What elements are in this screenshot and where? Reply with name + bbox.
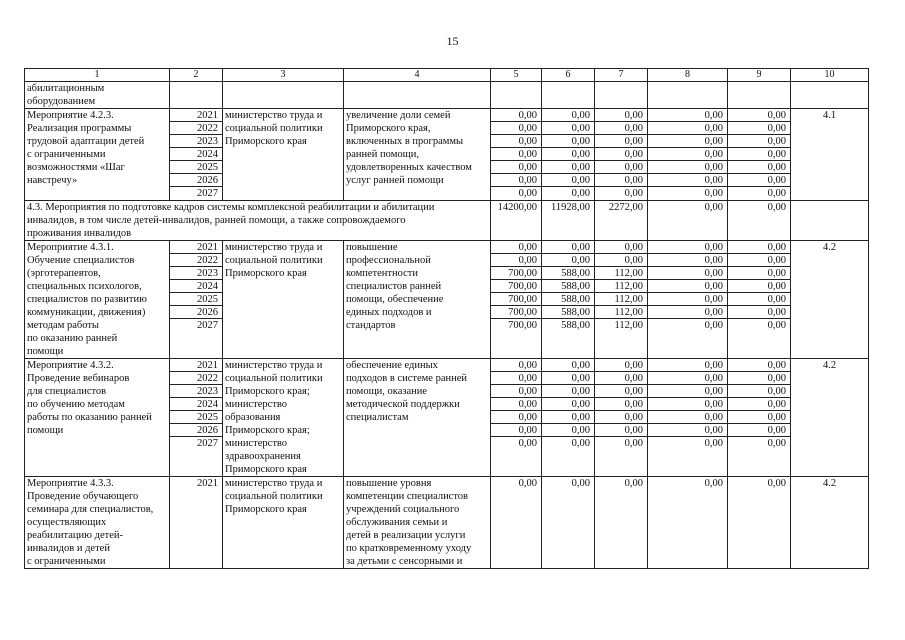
amount-value: 0,00 [704, 188, 723, 199]
activity-name-cell [25, 82, 170, 109]
empty-cell [170, 82, 223, 109]
year-value: 2025 [170, 293, 222, 306]
amount-value: 0,00 [491, 398, 541, 411]
amount-value: 0,00 [648, 372, 727, 385]
amount-value: 0,00 [491, 135, 541, 148]
amount-value: 0,00 [595, 411, 647, 424]
text-line: специалистов ранней [346, 281, 442, 292]
text-line: подходов в системе ранней [346, 373, 468, 384]
column-number-7: 7 [595, 69, 648, 82]
amount-value: 0,00 [767, 438, 786, 449]
amount-value: 0,00 [571, 478, 590, 489]
text-line: детей в реализации услуги [346, 530, 466, 541]
amount-value: 0,00 [648, 161, 727, 174]
amount-value: 0,00 [728, 359, 790, 372]
text-line: единых подходов и [346, 307, 432, 318]
text-line: навстречу» [27, 175, 78, 186]
amount-value: 0,00 [518, 438, 537, 449]
text-line: Приморского края [225, 136, 307, 147]
amount-value: 0,00 [728, 267, 790, 280]
amount-value: 0,00 [648, 280, 727, 293]
amount-value: 0,00 [624, 478, 643, 489]
text-line: повышение [346, 242, 398, 253]
text-line: по кратковременному уходу [346, 543, 472, 554]
executor-cell [223, 241, 344, 359]
amount-value: 700,00 [491, 267, 541, 280]
amount-cell-c9 [728, 477, 791, 569]
year-value: 2025 [170, 411, 222, 424]
empty-cell [791, 82, 869, 109]
amount-value: 0,00 [595, 135, 647, 148]
amount-value: 0,00 [491, 148, 541, 161]
text-line: включенных в программы [346, 136, 464, 147]
amount-value: 0,00 [767, 478, 786, 489]
amount-value: 0,00 [542, 174, 594, 187]
section-amount-c7: 2272,00 [595, 201, 648, 241]
text-line: удовлетворенных качеством [346, 162, 472, 173]
year-value: 2024 [170, 280, 222, 293]
year-value: 2023 [170, 267, 222, 280]
year-value: 2027 [197, 320, 218, 331]
empty-cell [791, 201, 869, 241]
text-line: ранней помощи, [346, 149, 419, 160]
amount-value: 0,00 [728, 372, 790, 385]
amount-value: 0,00 [624, 438, 643, 449]
amount-value: 0,00 [595, 254, 647, 267]
text-line: работы по оказанию ранней [27, 412, 152, 423]
amount-cell-c8 [648, 109, 728, 201]
amount-value: 0,00 [491, 411, 541, 424]
column-number-6: 6 [542, 69, 595, 82]
amount-value: 0,00 [571, 438, 590, 449]
text-line: Приморского края [225, 268, 307, 279]
amount-cell-c6 [542, 241, 595, 359]
year-cell [170, 241, 223, 359]
amount-value: 112,00 [595, 280, 647, 293]
column-number-3: 3 [223, 69, 344, 82]
text-line: для специалистов [27, 386, 107, 397]
activity-row-m423 [25, 109, 869, 201]
amount-value: 0,00 [648, 398, 727, 411]
amount-value: 700,00 [508, 320, 537, 331]
result-cell [344, 241, 491, 359]
indicator-cell: 4.2 [791, 241, 869, 359]
amount-value: 0,00 [595, 385, 647, 398]
text-line: компетенции специалистов [346, 491, 469, 502]
amount-value: 0,00 [728, 280, 790, 293]
amount-value: 0,00 [491, 161, 541, 174]
amount-value: 0,00 [491, 109, 541, 122]
amount-value: 0,00 [518, 478, 537, 489]
section-title-cell [25, 201, 491, 241]
section-amount-c8: 0,00 [648, 201, 728, 241]
amount-value: 0,00 [728, 424, 790, 437]
amount-value: 0,00 [491, 424, 541, 437]
text-line: методической поддержки [346, 399, 460, 410]
amount-value: 0,00 [704, 320, 723, 331]
amount-value: 0,00 [728, 148, 790, 161]
amount-cell-c5 [491, 359, 542, 477]
text-line: помощи [27, 425, 64, 436]
section-amount-c6: 11928,00 [542, 201, 595, 241]
text-line: Мероприятие 4.3.2. [27, 360, 114, 371]
text-line: по обучению методам [27, 399, 125, 410]
text-line: социальной политики [225, 123, 323, 134]
amount-value: 700,00 [491, 280, 541, 293]
amount-value: 0,00 [491, 359, 541, 372]
amount-value: 0,00 [595, 398, 647, 411]
amount-value: 0,00 [648, 306, 727, 319]
text-line: министерство труда и [225, 242, 323, 253]
amount-value: 0,00 [624, 188, 643, 199]
amount-value: 0,00 [648, 411, 727, 424]
amount-value: 0,00 [648, 122, 727, 135]
amount-value: 0,00 [704, 438, 723, 449]
amount-value: 0,00 [767, 320, 786, 331]
amount-value: 0,00 [542, 411, 594, 424]
column-number-5: 5 [491, 69, 542, 82]
amount-cell-c6 [542, 477, 595, 569]
text-line: Мероприятие 4.3.1. [27, 242, 114, 253]
amount-value: 0,00 [648, 241, 727, 254]
amount-value: 0,00 [648, 267, 727, 280]
text-line: коммуникации, движения) [27, 307, 146, 318]
executor-cell [223, 109, 344, 201]
amount-value: 0,00 [491, 122, 541, 135]
amount-value: 0,00 [704, 478, 723, 489]
text-line: инвалидов и детей [27, 543, 110, 554]
amount-cell-c9 [728, 109, 791, 201]
year-value: 2022 [170, 372, 222, 385]
text-line: Реализация программы [27, 123, 132, 134]
year-value: 2023 [170, 385, 222, 398]
text-line: Приморского края [225, 504, 307, 515]
year-value: 2026 [170, 174, 222, 187]
text-line: обслуживания семьи и [346, 517, 448, 528]
amount-value: 0,00 [542, 148, 594, 161]
amount-value: 0,00 [728, 411, 790, 424]
text-line: по оказанию ранней [27, 333, 118, 344]
amount-value: 0,00 [648, 385, 727, 398]
amount-value: 588,00 [542, 293, 594, 306]
amount-value: 0,00 [728, 161, 790, 174]
column-number-8: 8 [648, 69, 728, 82]
amount-value: 0,00 [518, 188, 537, 199]
amount-value: 0,00 [648, 148, 727, 161]
year-value: 2022 [170, 122, 222, 135]
activity-name-cell [25, 477, 170, 569]
amount-value: 0,00 [542, 254, 594, 267]
amount-cell-c5 [491, 109, 542, 201]
amount-value: 0,00 [595, 148, 647, 161]
activity-name-cell [25, 241, 170, 359]
text-line: 4.3. Мероприятия по подготовке кадров системы комплексной реабилитации и абилитации [27, 202, 435, 213]
amount-value: 0,00 [595, 161, 647, 174]
text-line: министерство [225, 438, 288, 449]
text-line: специалистам [346, 412, 409, 423]
amount-value: 0,00 [491, 174, 541, 187]
amount-cell-c9 [728, 241, 791, 359]
amount-value: 0,00 [595, 241, 647, 254]
year-value: 2021 [170, 109, 222, 122]
amount-value: 0,00 [648, 135, 727, 148]
amount-value: 0,00 [542, 161, 594, 174]
text-line: министерство труда и [225, 110, 323, 121]
text-line: компетентности [346, 268, 418, 279]
amount-value: 0,00 [728, 398, 790, 411]
result-cell [344, 109, 491, 201]
amount-value: 0,00 [595, 109, 647, 122]
amount-cell-c8 [648, 241, 728, 359]
amount-cell-c7 [595, 359, 648, 477]
text-line: за детьми с сенсорными и [346, 556, 463, 567]
text-line: специалистов по развитию [27, 294, 147, 305]
amount-value: 700,00 [491, 293, 541, 306]
amount-value: 0,00 [595, 424, 647, 437]
text-line: Мероприятие 4.2.3. [27, 110, 114, 121]
amount-value: 0,00 [648, 424, 727, 437]
text-line: образования [225, 412, 281, 423]
amount-value: 0,00 [542, 135, 594, 148]
empty-cell [728, 82, 791, 109]
text-line: министерство [225, 399, 288, 410]
activity-row-m431 [25, 241, 869, 359]
amount-value: 0,00 [491, 254, 541, 267]
amount-value: 0,00 [728, 174, 790, 187]
amount-value: 112,00 [595, 293, 647, 306]
text-line: с ограниченными [27, 556, 106, 567]
header-row [25, 69, 869, 82]
amount-value: 0,00 [491, 241, 541, 254]
amount-value: 0,00 [648, 254, 727, 267]
text-line: услуг ранней помощи [346, 175, 444, 186]
activity-row-m433 [25, 477, 869, 569]
section-amount-c5: 14200,00 [491, 201, 542, 241]
year-value: 2024 [170, 398, 222, 411]
amount-value: 0,00 [571, 188, 590, 199]
year-cell [170, 109, 223, 201]
text-line: повышение уровня [346, 478, 432, 489]
text-line: трудовой адаптации детей [27, 136, 145, 147]
amount-value: 0,00 [728, 122, 790, 135]
amount-cell-c5 [491, 241, 542, 359]
year-value: 2027 [197, 438, 218, 449]
year-value: 2027 [197, 188, 218, 199]
year-value: 2023 [170, 135, 222, 148]
amount-value: 0,00 [728, 254, 790, 267]
result-cell [344, 359, 491, 477]
amount-value: 0,00 [595, 359, 647, 372]
text-line: Мероприятие 4.3.3. [27, 478, 114, 489]
text-line: социальной политики [225, 491, 323, 502]
amount-value: 0,00 [491, 372, 541, 385]
amount-value: 0,00 [542, 398, 594, 411]
amount-value: 0,00 [542, 385, 594, 398]
amount-value: 0,00 [542, 122, 594, 135]
text-line: помощи, оказание [346, 386, 428, 397]
year-value: 2025 [170, 161, 222, 174]
amount-value: 0,00 [728, 109, 790, 122]
text-line: абилитационным [27, 83, 105, 94]
text-line: методам работы [27, 320, 99, 331]
text-line: проживания инвалидов [27, 228, 132, 239]
activity-name-cell [25, 109, 170, 201]
amount-value: 0,00 [542, 372, 594, 385]
amount-cell-c5 [491, 477, 542, 569]
column-number-4: 4 [344, 69, 491, 82]
text-line: осуществляющих [27, 517, 107, 528]
year-value: 2021 [197, 478, 218, 489]
amount-value: 0,00 [595, 122, 647, 135]
year-cell [170, 359, 223, 477]
amount-value: 0,00 [648, 109, 727, 122]
amount-cell-c7 [595, 109, 648, 201]
amount-value: 112,00 [595, 306, 647, 319]
empty-cell [344, 82, 491, 109]
text-line: социальной политики [225, 255, 323, 266]
year-value: 2021 [170, 359, 222, 372]
amount-value: 0,00 [542, 241, 594, 254]
executor-cell [223, 477, 344, 569]
amount-cell-c8 [648, 359, 728, 477]
text-line: инвалидов, в том числе детей-инвалидов, ранней помощи, а также сопровождаемого [27, 215, 406, 226]
column-number-2: 2 [170, 69, 223, 82]
empty-cell [595, 82, 648, 109]
year-value: 2024 [170, 148, 222, 161]
program-table [24, 68, 869, 569]
year-value: 2022 [170, 254, 222, 267]
amount-cell-c7 [595, 477, 648, 569]
empty-cell [491, 82, 542, 109]
year-value: 2026 [170, 424, 222, 437]
section-amount-c9: 0,00 [728, 201, 791, 241]
indicator-cell: 4.2 [791, 359, 869, 477]
amount-value: 588,00 [561, 320, 590, 331]
text-line: (эрготерапевтов, [27, 268, 101, 279]
text-line: Обучение специалистов [27, 255, 135, 266]
amount-cell-c6 [542, 109, 595, 201]
year-value: 2026 [170, 306, 222, 319]
year-cell [170, 477, 223, 569]
amount-value: 0,00 [767, 188, 786, 199]
executor-cell [223, 359, 344, 477]
amount-value: 112,00 [614, 320, 643, 331]
amount-value: 0,00 [542, 359, 594, 372]
text-line: специальных психологов, [27, 281, 142, 292]
amount-value: 588,00 [542, 306, 594, 319]
page-number: 15 [446, 34, 459, 48]
text-line: министерство труда и [225, 478, 323, 489]
amount-cell-c6 [542, 359, 595, 477]
amount-value: 112,00 [595, 267, 647, 280]
amount-value: 0,00 [728, 306, 790, 319]
amount-value: 0,00 [728, 385, 790, 398]
text-line: Приморского края; [225, 425, 310, 436]
text-line: стандартов [346, 320, 396, 331]
amount-value: 0,00 [728, 241, 790, 254]
amount-value: 0,00 [595, 372, 647, 385]
text-line: министерство труда и [225, 360, 323, 371]
indicator-cell: 4.2 [791, 477, 869, 569]
result-cell [344, 477, 491, 569]
amount-value: 588,00 [542, 280, 594, 293]
text-line: Приморского края; [225, 386, 310, 397]
amount-value: 0,00 [648, 293, 727, 306]
text-line: семинара для специалистов, [27, 504, 154, 515]
column-number-10: 10 [791, 69, 869, 82]
text-line: Проведение обучающего [27, 491, 139, 502]
amount-value: 0,00 [542, 109, 594, 122]
empty-cell [648, 82, 728, 109]
amount-value: 0,00 [491, 385, 541, 398]
year-value: 2021 [170, 241, 222, 254]
column-number-1: 1 [25, 69, 170, 82]
section-row [25, 201, 869, 241]
text-line: учреждений социального [346, 504, 460, 515]
text-line: реабилитацию детей- [27, 530, 123, 541]
text-line: Проведение вебинаров [27, 373, 130, 384]
text-line: здравоохранения [225, 451, 301, 462]
text-line: возможностями «Шаг [27, 162, 125, 173]
amount-value: 0,00 [728, 135, 790, 148]
text-line: увеличение доли семей [346, 110, 451, 121]
text-line: помощи, обеспечение [346, 294, 444, 305]
empty-cell [542, 82, 595, 109]
amount-value: 588,00 [542, 267, 594, 280]
amount-value: 0,00 [542, 424, 594, 437]
indicator-cell: 4.1 [791, 109, 869, 201]
text-line: обеспечение единых [346, 360, 438, 371]
empty-cell [223, 82, 344, 109]
amount-cell-c7 [595, 241, 648, 359]
amount-value: 0,00 [728, 293, 790, 306]
text-line: Приморского края [225, 464, 307, 475]
amount-value: 0,00 [595, 174, 647, 187]
amount-value: 700,00 [491, 306, 541, 319]
activity-row-m432 [25, 359, 869, 477]
text-line: с ограниченными [27, 149, 106, 160]
text-line: социальной политики [225, 373, 323, 384]
column-number-9: 9 [728, 69, 791, 82]
text-line: оборудованием [27, 96, 96, 107]
activity-name-cell [25, 359, 170, 477]
amount-cell-c9 [728, 359, 791, 477]
amount-value: 0,00 [648, 174, 727, 187]
amount-value: 0,00 [648, 359, 727, 372]
text-line: профессиональной [346, 255, 431, 266]
table-row [25, 82, 869, 109]
text-line: Приморского края, [346, 123, 431, 134]
text-line: помощи [27, 346, 64, 357]
amount-cell-c8 [648, 477, 728, 569]
